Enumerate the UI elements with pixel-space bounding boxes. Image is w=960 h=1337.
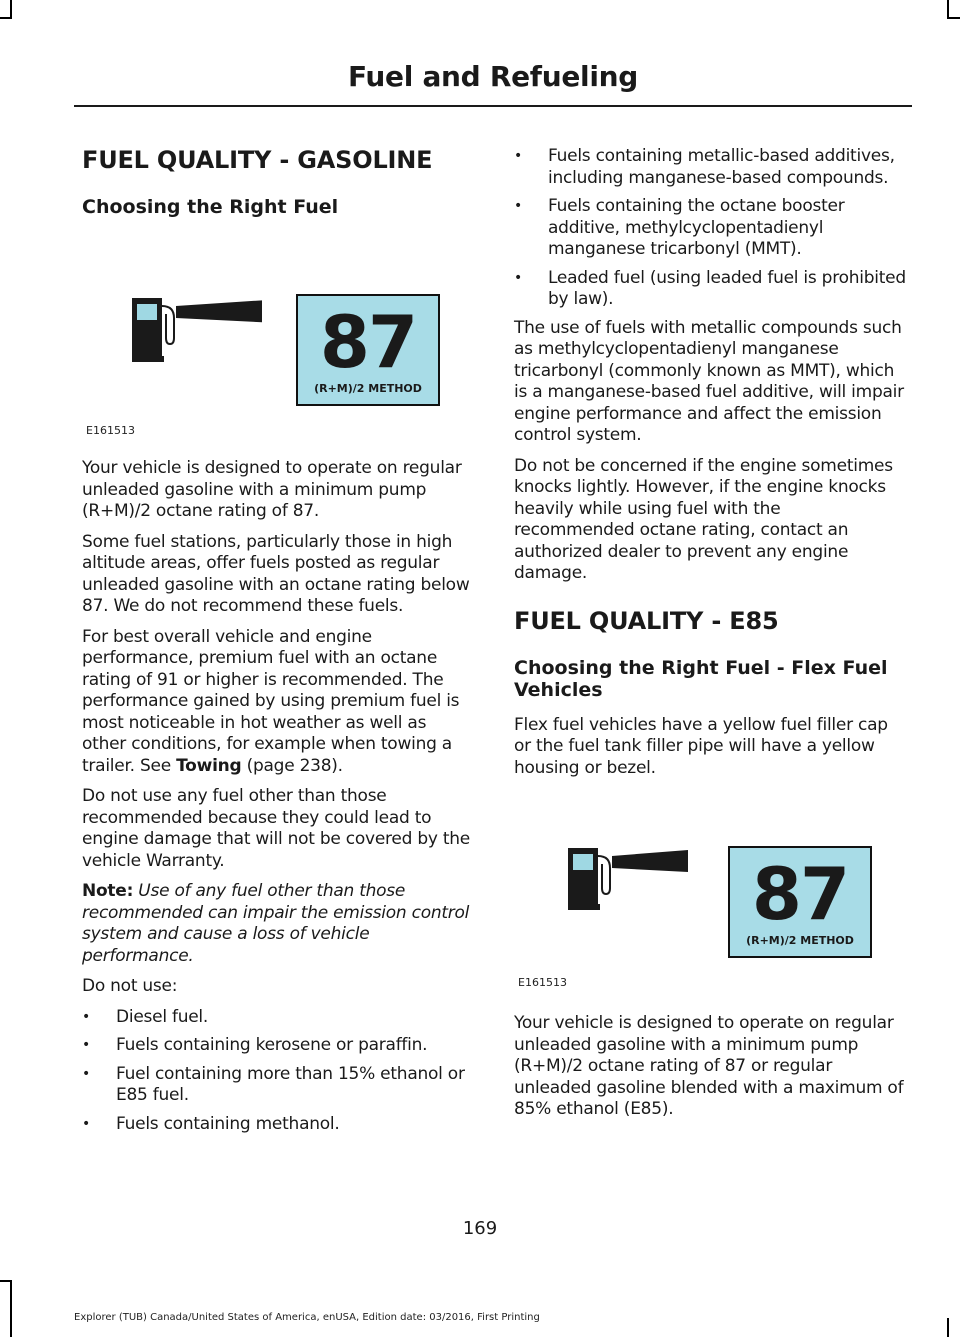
list-item: • Fuels containing methanol. — [82, 1114, 474, 1136]
octane-figure-e85 — [514, 788, 906, 1013]
note — [82, 881, 474, 967]
crop-mark-top-left-h — [0, 17, 12, 19]
list-item: • Fuels containing kerosene or paraffin. — [82, 1035, 474, 1057]
list-item: • Leaded fuel (using leaded fuel is prohibited by law). — [514, 268, 906, 311]
section-heading-gasoline: FUEL QUALITY - GASOLINE — [82, 146, 433, 174]
crop-mark-bottom-left — [10, 1280, 12, 1337]
note-text: Use of any fuel other than those recommended can impair the emission control system and cause a loss of vehicle performance. — [82, 881, 470, 966]
octane-sign — [296, 294, 440, 406]
crop-mark-top-right — [947, 0, 949, 18]
paragraph-performance — [82, 627, 474, 778]
crop-mark-top-right-h — [947, 17, 960, 19]
crop-mark-top-left — [10, 0, 12, 18]
edition-footer: Explorer (TUB) Canada/United States of America, enUSA, Edition date: 03/2016, First Printing — [74, 1312, 540, 1323]
octane-number: 87 — [751, 852, 849, 936]
crop-mark-bottom-right — [947, 1318, 949, 1337]
right-column — [514, 146, 906, 1130]
fuel-pump-icon — [568, 848, 688, 918]
header-rule — [74, 105, 912, 107]
page-number: 169 — [462, 1218, 498, 1239]
figure-code: E161513 — [518, 976, 567, 989]
page-header-title: Fuel and Refueling — [347, 60, 638, 93]
paragraph: Do not use any fuel other than those recommended because they could lead to engine damage that will not be covered by the vehicle Warranty. — [82, 786, 470, 871]
fuel-pump-icon — [132, 298, 262, 368]
section-heading-e85: FUEL QUALITY - E85 — [514, 606, 779, 635]
do-not-use-list — [82, 1007, 474, 1136]
paragraph: Your vehicle is designed to operate on regular unleaded gasoline with a minimum pump (R+M)/2 octane rating of 87. — [82, 458, 462, 521]
list-item: • Diesel fuel. — [82, 1007, 474, 1029]
list-item: • Fuels containing metallic-based additives, including manganese-based compounds. — [514, 146, 906, 189]
crop-mark-bottom-left-h — [0, 1280, 12, 1282]
octane-number: 87 — [319, 300, 417, 384]
octane-method: (R+M)/2 METHOD — [314, 382, 422, 395]
octane-sign — [728, 846, 872, 958]
paragraph: The use of fuels with metallic compounds such as methylcyclopentadienyl manganese tricarbonyl (commonly known as MMT), which is a manganese-based fuel additive, will impair engine performance and affect the emission control system. — [514, 317, 904, 445]
page-reference: (page 238). — [246, 755, 343, 776]
do-not-use-list-continued — [514, 146, 906, 311]
paragraph-text: For best overall vehicle and engine performance, premium fuel with an octane rating of 91 or higher is recommended. The performance gained by using premium fuel is most noticeable in hot weather as well as other conditions, for example when towing a trailer. See — [82, 626, 460, 776]
do-not-use-intro: Do not use: — [82, 976, 178, 996]
note-label: Note: — [82, 881, 134, 901]
octane-method: (R+M)/2 METHOD — [746, 934, 854, 947]
towing-link[interactable]: Towing — [176, 755, 242, 776]
paragraph: Do not be concerned if the engine sometimes knocks lightly. However, if the engine knocks heavily while using fuel with the recommended octane rating, contact an authorized dealer to prevent any engine damage. — [514, 455, 893, 583]
list-item: • Fuel containing more than 15% ethanol or E85 fuel. — [82, 1064, 474, 1107]
paragraph: Some fuel stations, particularly those in high altitude areas, offer fuels posted as regular unleaded gasoline with an octane rating below 87. We do not recommend these fuels. — [82, 531, 470, 616]
left-column — [82, 146, 474, 1142]
subheading-flex-fuel: Choosing the Right Fuel - Flex Fuel Vehicles — [514, 656, 888, 701]
octane-figure — [82, 218, 474, 458]
figure-code: E161513 — [86, 424, 135, 437]
subheading-right-fuel: Choosing the Right Fuel — [82, 196, 339, 218]
paragraph: Flex fuel vehicles have a yellow fuel filler cap or the fuel tank filler pipe will have a yellow housing or bezel. — [514, 714, 888, 778]
paragraph: Your vehicle is designed to operate on regular unleaded gasoline with a minimum pump (R+M)/2 octane rating of 87 or regular unleaded gasoline blended with a maximum of 85% ethanol (E85). — [514, 1013, 904, 1119]
list-item: • Fuels containing the octane booster additive, methylcyclopentadienyl manganese tricarbonyl (MMT). — [514, 196, 906, 261]
